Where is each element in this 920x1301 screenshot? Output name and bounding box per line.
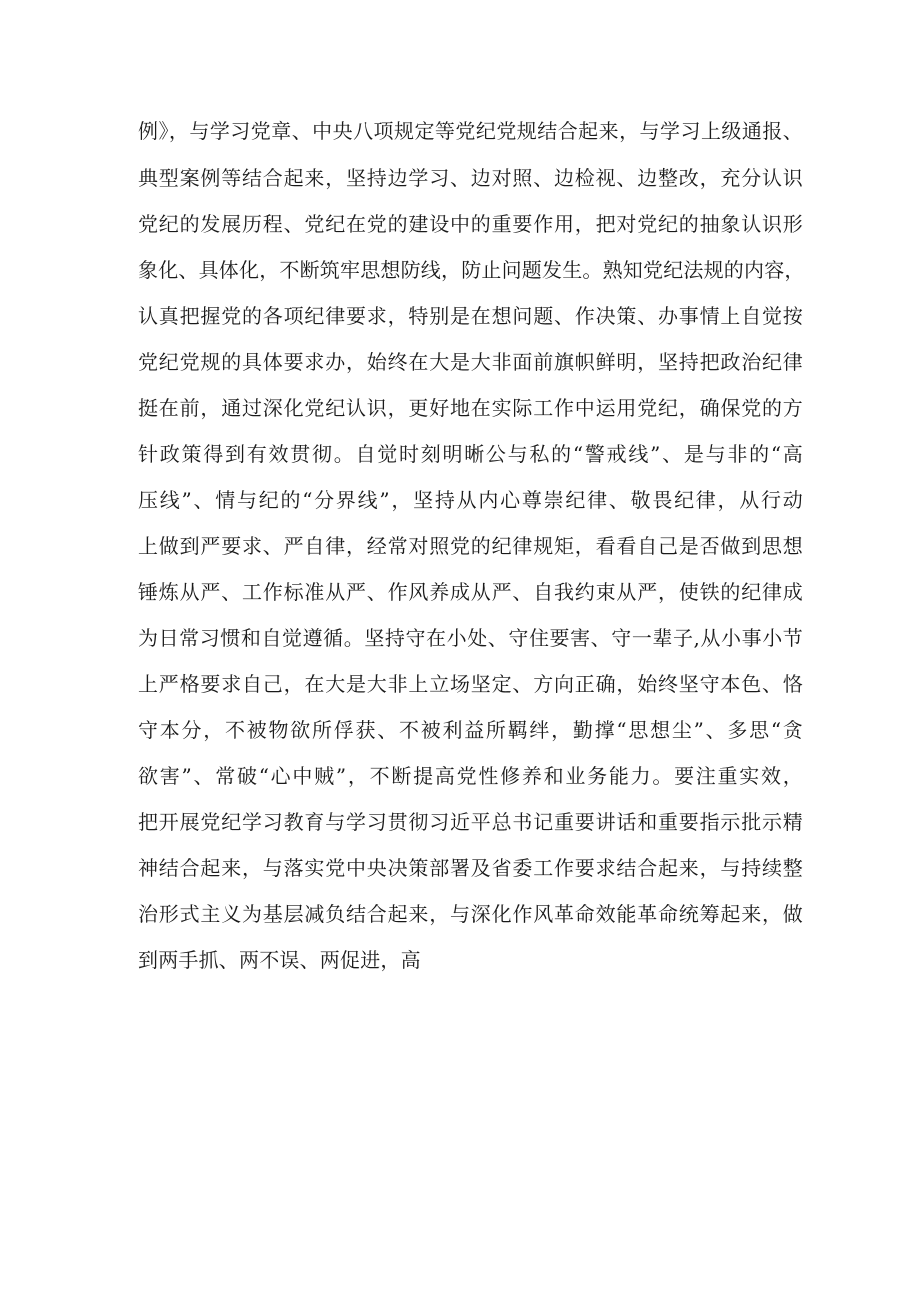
text-line: 象化、具体化，不断筑牢思想防线，防止问题发生。熟知党纪法规的内容，	[138, 258, 805, 282]
text-line: 党纪的发展历程、党纪在党的建设中的重要作用，把对党纪的抽象认识形	[138, 212, 803, 236]
text-line: 认真把握党的各项纪律要求，特别是在想问题、作决策、办事情上自觉按	[138, 304, 803, 328]
text-line: 例》，与学习党章、中央八项规定等党纪党规结合起来，与学习上级通报、	[138, 119, 803, 143]
text-line: 治形式主义为基层减负结合起来，与深化作风革命效能革命统筹起来，做	[138, 902, 803, 926]
text-line: 把开展党纪学习教育与学习贯彻习近平总书记重要讲话和重要指示批示精	[138, 810, 803, 834]
text-line: 上做到严要求、严自律，经常对照党的纪律规矩，看看自己是否做到思想	[138, 534, 803, 558]
text-line: 到两手抓、两不误、两促进，高	[138, 948, 421, 972]
text-line: 为日常习惯和自觉遵循。坚持守在小处、守住要害、守一辈子,从小事小节	[138, 626, 803, 650]
text-line: 针政策得到有效贯彻。自觉时刻明晰公与私的“警戒线”、是与非的“高	[138, 442, 803, 466]
text-line: 神结合起来，与落实党中央决策部署及省委工作要求结合起来，与持续整	[138, 856, 803, 880]
text-line: 上严格要求自己，在大是大非上立场坚定、方向正确，始终坚守本色、恪	[138, 672, 803, 696]
text-line: 典型案例等结合起来，坚持边学习、边对照、边检视、边整改，充分认识	[138, 166, 803, 190]
text-line: 锤炼从严、工作标准从严、作风养成从严、自我约束从严，使铁的纪律成	[138, 580, 803, 604]
text-line: 党纪党规的具体要求办，始终在大是大非面前旗帜鲜明，坚持把政治纪律	[138, 350, 803, 374]
text-line: 压线”、情与纪的“分界线”，坚持从内心尊崇纪律、敬畏纪律，从行动	[138, 488, 803, 512]
text-line: 欲害”、常破“心中贼”，不断提高党性修养和业务能力。要注重实效，	[138, 764, 803, 788]
text-line: 挺在前，通过深化党纪认识，更好地在实际工作中运用党纪，确保党的方	[138, 396, 803, 420]
text-line: 守本分，不被物欲所俘获、不被利益所羁绊，勤撑“思想尘”、多思“贪	[138, 718, 803, 742]
